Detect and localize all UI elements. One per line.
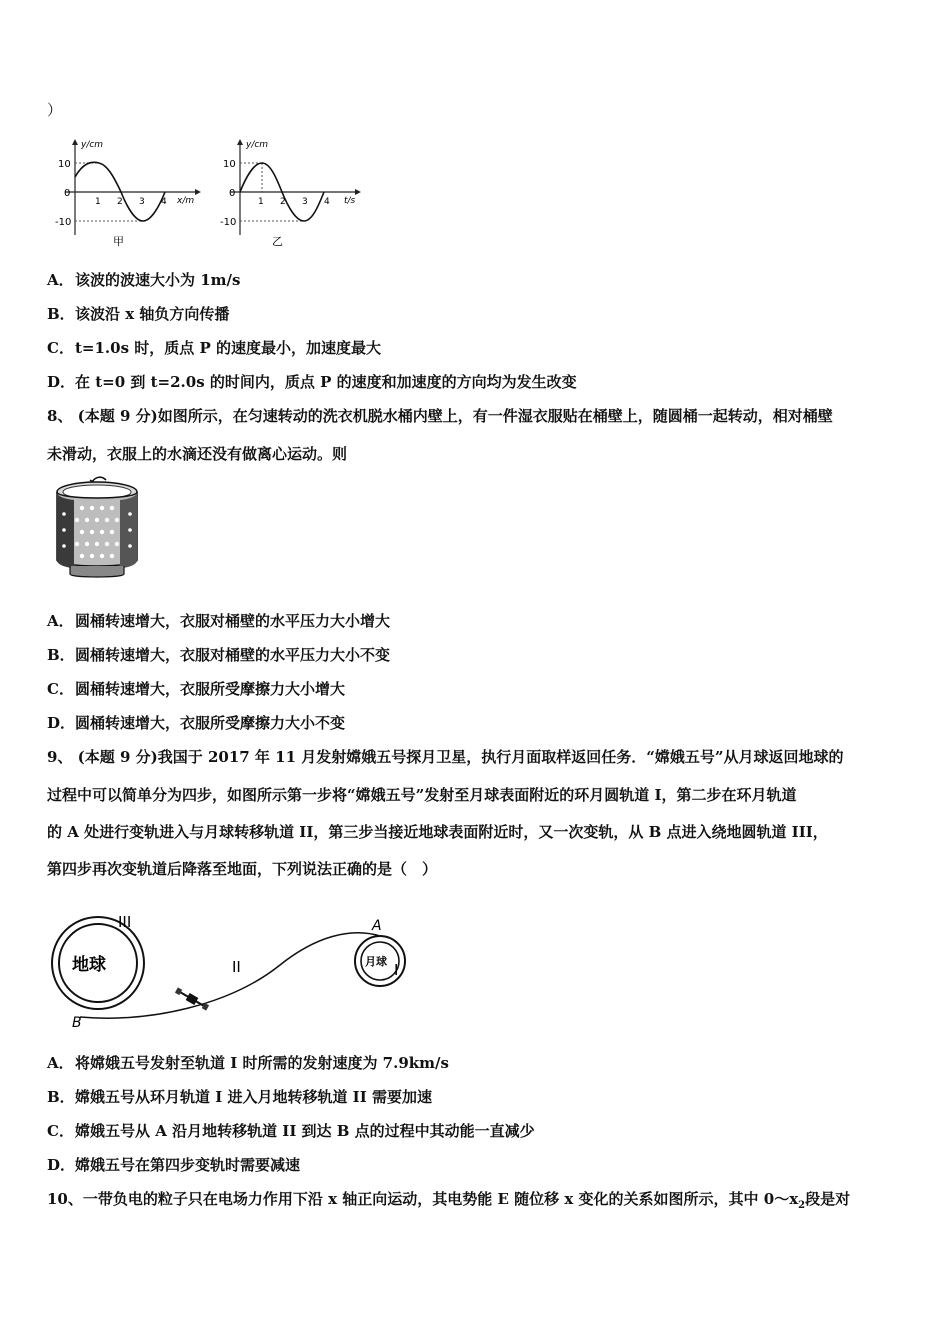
q8-stem-line2: 未滑动，衣服上的水滴还没有做离心运动。则 (47, 445, 348, 463)
q7-tail: ） (47, 101, 63, 119)
option-text: 圆桶转速增大，衣服所受摩擦力大小不变 (75, 714, 346, 732)
spin-drum-figure (50, 472, 140, 582)
option-label: A． (47, 612, 74, 630)
q10-stem-main: 10、一带负电的粒子只在电场力作用下沿 x 轴正向运动，其电势能 E 随位移 x 变化的关系如图所示，其中 0～x (47, 1190, 799, 1208)
q7-option-b (47, 304, 229, 324)
q9-option-a (47, 1053, 449, 1073)
option-label: C． (47, 1122, 74, 1140)
option-label: A． (47, 1054, 74, 1072)
option-label: D． (47, 373, 76, 391)
option-text: t=1.0s 时，质点 P 的速度最小，加速度最大 (75, 339, 381, 357)
option-label: D． (47, 1156, 76, 1174)
option-text: 在 t=0 到 t=2.0s 的时间内，质点 P 的速度和加速度的方向均为发生改变 (75, 373, 577, 391)
jia-xtick-1: 1 (95, 197, 101, 207)
q9-stem-line4: 第四步再次变轨道后降落至地面，下列说法正确的是（ ） (47, 860, 438, 878)
q7-option-d (47, 372, 577, 392)
yi-y-arrow (237, 139, 243, 145)
q7-option-c (47, 338, 381, 358)
moon-label: 月球 (365, 955, 387, 968)
orbit-ii-label: II (232, 958, 241, 976)
q9-stem-line1: 9、 (本题 9 分)我国于 2017 年 11 月发射嫦娥五号探月卫星，执行月面取样返回任务．“嫦娥五号”从月球返回地球的 (47, 748, 844, 766)
point-a-label: A (372, 918, 382, 934)
q10-stem-line1 (47, 1189, 850, 1216)
yi-xtick-2: 2 (280, 197, 286, 207)
yi-ytick-zero: 0 (229, 188, 236, 199)
option-label: A． (47, 271, 74, 289)
yi-x-label: t/s (344, 196, 356, 206)
jia-y-label: y/cm (81, 140, 104, 150)
point-b-label: B (72, 1015, 82, 1031)
q9-stem-line3: 的 A 处进行变轨进入与月球转移轨道 II，第三步当接近地球表面附近时，又一次变轨，从 B 点进入绕地圆轨道 III， (47, 823, 828, 841)
jia-x-arrow (195, 189, 201, 195)
wave-figure-yi (220, 135, 370, 250)
q8-option-b (47, 645, 390, 665)
q10-stem-tail: 段是对 (805, 1190, 851, 1208)
option-label: C． (47, 339, 74, 357)
option-label: B． (47, 1088, 75, 1106)
yi-ytick-bottom: -10 (220, 217, 237, 228)
drum-base (70, 566, 124, 577)
option-text: 嫦娥五号从环月轨道 I 进入月地转移轨道 II 需要加速 (75, 1088, 432, 1106)
yi-xtick-4: 4 (324, 197, 330, 207)
option-text: 嫦娥五号在第四步变轨时需要减速 (75, 1156, 301, 1174)
option-text: 该波的波速大小为 1m/s (75, 271, 241, 289)
jia-x-label: x/m (177, 196, 195, 206)
q10-subscript: 2 (798, 1200, 806, 1211)
option-label: B． (47, 646, 75, 664)
option-label: D． (47, 714, 76, 732)
yi-ytick-top: 10 (223, 159, 236, 170)
q9-option-b (47, 1087, 432, 1107)
q8-option-d (47, 713, 345, 733)
option-text: 圆桶转速增大，衣服对桶壁的水平压力大小不变 (75, 646, 391, 664)
yi-x-arrow (355, 189, 361, 195)
q8-option-c (47, 679, 345, 699)
option-text: 圆桶转速增大，衣服对桶壁的水平压力大小增大 (75, 612, 391, 630)
yi-caption: 乙 (272, 235, 283, 248)
option-text: 将嫦娥五号发射至轨道 I 时所需的发射速度为 7.9km/s (75, 1054, 449, 1072)
option-label: B． (47, 305, 75, 323)
jia-ytick-zero: 0 (64, 188, 71, 199)
option-text: 该波沿 x 轴负方向传播 (75, 305, 230, 323)
jia-xtick-3: 3 (139, 197, 145, 207)
jia-y-arrow (72, 139, 78, 145)
orbit-figure (50, 905, 420, 1035)
orbit-ii-path (80, 933, 380, 1018)
wave-figure-jia (55, 135, 205, 250)
q8-option-a (47, 611, 390, 631)
jia-ytick-bottom: -10 (55, 217, 72, 228)
earth-label: 地球 (72, 955, 106, 975)
jia-xtick-4: 4 (161, 197, 167, 207)
q9-option-c (47, 1121, 535, 1141)
yi-y-label: y/cm (246, 140, 269, 150)
orbit-i-label: I (394, 961, 399, 979)
q9-stem-line2: 过程中可以简单分为四步，如图所示第一步将“嫦娥五号”发射至月球表面附近的环月圆轨道 I，第二步在环月轨道 (47, 786, 797, 804)
yi-xtick-1: 1 (258, 197, 264, 207)
option-text: 圆桶转速增大，衣服所受摩擦力大小增大 (75, 680, 346, 698)
jia-ytick-top: 10 (58, 159, 71, 170)
q7-option-a (47, 270, 240, 290)
orbit-iii-label: III (118, 913, 132, 931)
jia-xtick-2: 2 (117, 197, 123, 207)
jia-caption: 甲 (113, 235, 124, 248)
yi-xtick-3: 3 (302, 197, 308, 207)
q8-stem-line1: 8、 (本题 9 分)如图所示，在匀速转动的洗衣机脱水桶内壁上，有一件湿衣服贴在桶壁上，随圆桶一起转动，相对桶壁 (47, 407, 833, 425)
option-text: 嫦娥五号从 A 沿月地转移轨道 II 到达 B 点的过程中其动能一直减少 (75, 1122, 535, 1140)
option-label: C． (47, 680, 74, 698)
q9-option-d (47, 1155, 300, 1175)
